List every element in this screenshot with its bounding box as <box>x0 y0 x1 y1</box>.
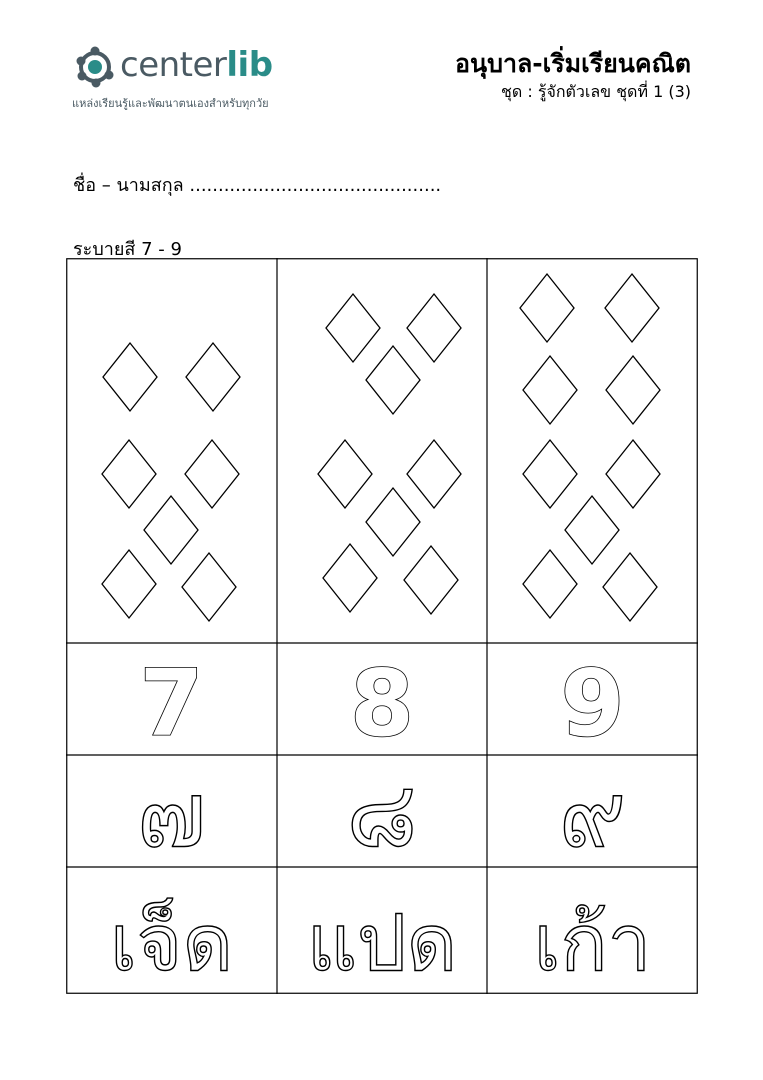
instruction-text: ระบายสี 7 - 9 <box>73 239 182 260</box>
worksheet-table <box>66 258 698 994</box>
diamond-group-7 <box>102 343 240 621</box>
diamond-shape[interactable] <box>366 346 420 414</box>
diamond-shape[interactable] <box>605 274 659 342</box>
arabic-numeral-9: 9 <box>560 650 625 757</box>
diamond-shape[interactable] <box>102 440 156 508</box>
student-name-line[interactable]: ชื่อ – นามสกุล ............................................ <box>73 175 442 196</box>
diamond-shape[interactable] <box>186 343 240 411</box>
logo-wordmark <box>120 42 273 88</box>
arabic-numeral-8: 8 <box>349 650 415 757</box>
logo-word-center: center <box>120 45 227 85</box>
logo-word-lib: lib <box>226 45 273 85</box>
diamond-shape[interactable] <box>326 294 380 362</box>
diamond-group-8 <box>318 294 461 614</box>
thai-word-9: เก้า <box>533 899 652 989</box>
centerlib-logo <box>72 40 302 112</box>
diamond-shape[interactable] <box>523 440 577 508</box>
arabic-numeral-7: 7 <box>139 650 204 757</box>
thai-word-8: แปด <box>306 899 458 989</box>
logo-tagline: แหล่งเรียนรู้และพัฒนาตนเองสำหรับทุกวัย <box>72 97 269 110</box>
diamond-shape[interactable] <box>407 294 461 362</box>
logo-dots-icon <box>72 44 118 90</box>
diamond-shape[interactable] <box>102 550 156 618</box>
diamond-shape[interactable] <box>606 440 660 508</box>
diamond-shape[interactable] <box>103 343 157 411</box>
diamond-shape[interactable] <box>182 553 236 621</box>
diamond-shape[interactable] <box>523 550 577 618</box>
diamond-shape[interactable] <box>523 356 577 424</box>
numeral-rows <box>110 650 651 989</box>
thai-word-7: เจ็ด <box>109 899 234 989</box>
diamond-group-9 <box>520 274 660 621</box>
diamond-shape[interactable] <box>520 274 574 342</box>
diamond-shape[interactable] <box>144 496 198 564</box>
diamond-shape[interactable] <box>318 440 372 508</box>
diamond-shape[interactable] <box>323 544 377 612</box>
worksheet-svg <box>66 258 698 994</box>
page-title: อนุบาล-เริ่มเรียนคณิต <box>454 49 691 78</box>
diamond-shape[interactable] <box>185 440 239 508</box>
thai-numeral-9: ๙ <box>558 761 627 868</box>
diamond-groups <box>102 274 660 621</box>
thai-numeral-7: ๗ <box>136 761 207 868</box>
diamond-shape[interactable] <box>606 356 660 424</box>
thai-numeral-8: ๘ <box>346 761 418 868</box>
diamond-shape[interactable] <box>407 440 461 508</box>
diamond-shape[interactable] <box>603 553 657 621</box>
page-subtitle: ชุด : รู้จักตัวเลข ชุดที่ 1 (3) <box>501 82 691 101</box>
diamond-shape[interactable] <box>404 546 458 614</box>
diamond-shape[interactable] <box>565 496 619 564</box>
diamond-shape[interactable] <box>366 488 420 556</box>
